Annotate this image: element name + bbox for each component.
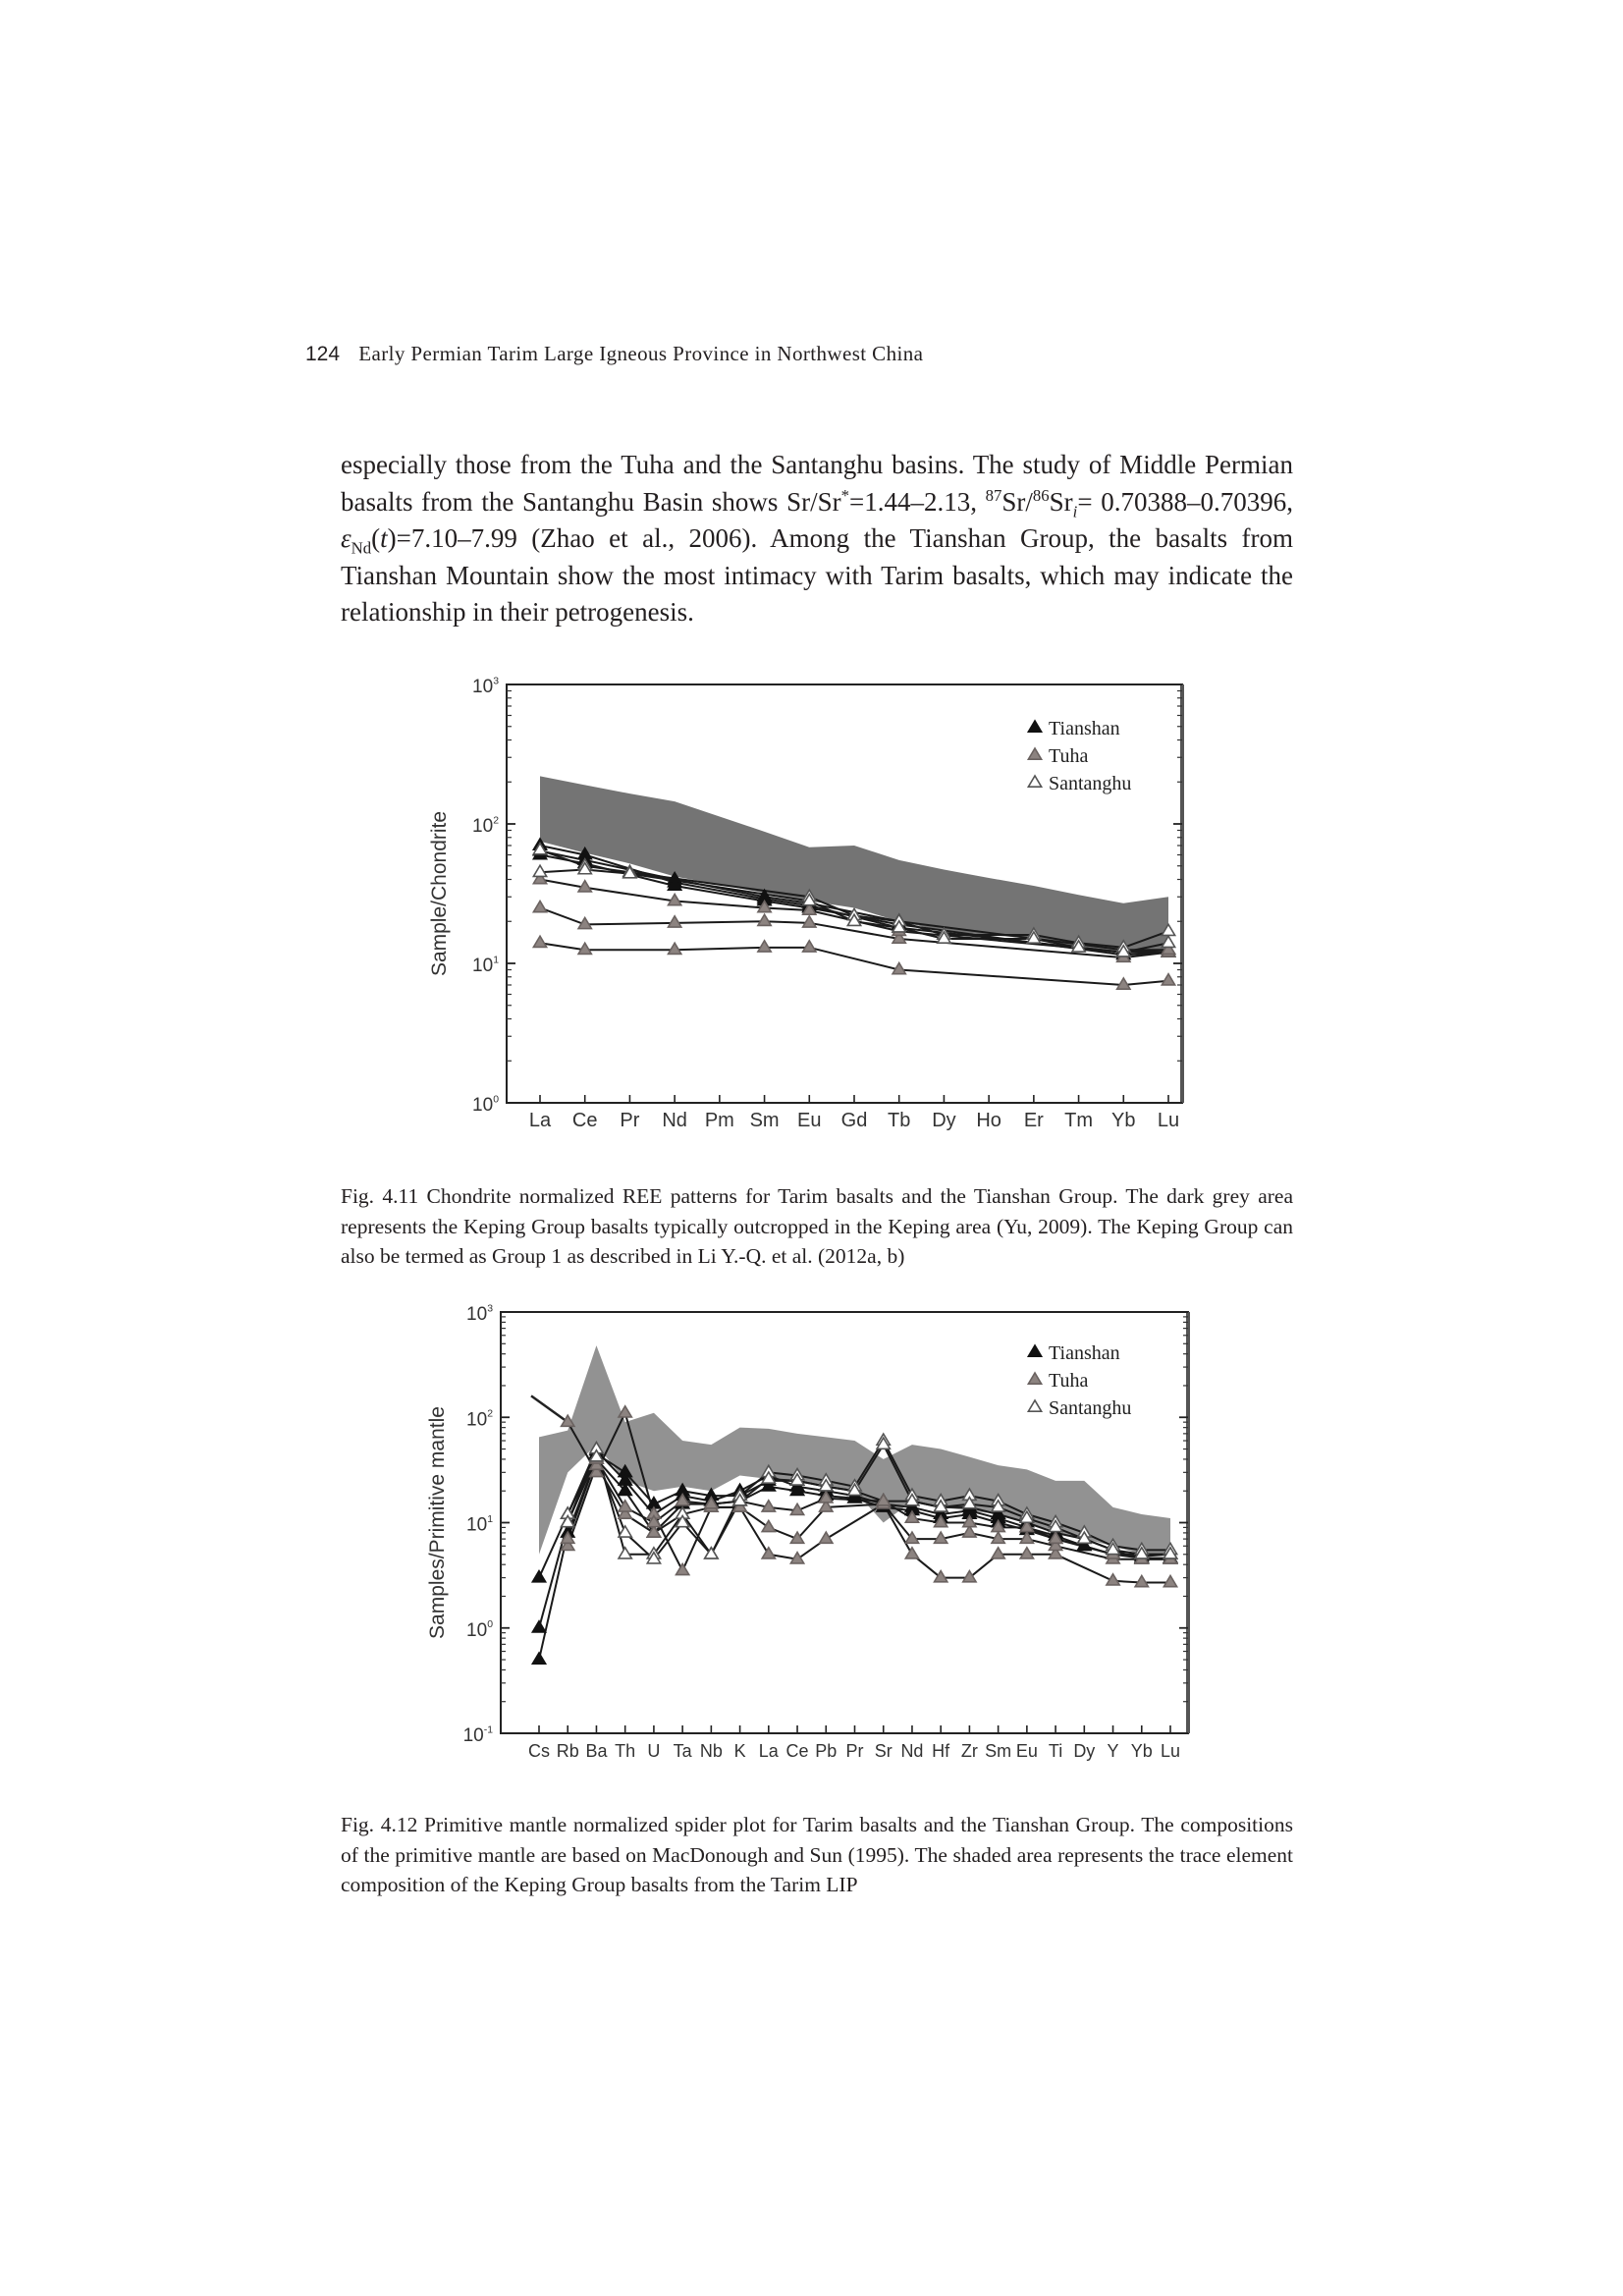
running-title: Early Permian Tarim Large Igneous Province in Northwest China [358,342,924,365]
y-tick-label: $10^3$ [472,676,499,697]
x-tick-label-nb: Nb [699,1741,723,1761]
x-tick-label-zr: Zr [960,1741,978,1761]
x-tick-label-er: Er [1023,1110,1044,1131]
epsilon-symbol: ε [341,523,352,553]
y-tick-label: $10^1$ [466,1513,493,1536]
figure-spider-chart [422,1302,1208,1783]
x-tick-label-ti: Ti [1048,1741,1063,1761]
legend-label-tuha: Tuha [1049,1370,1089,1392]
x-tick-label-pr: Pr [845,1741,864,1761]
legend-label-tuha: Tuha [1049,745,1089,767]
x-tick-label-lu: Lu [1160,1741,1181,1761]
x-tick-label-pm: Pm [704,1110,734,1131]
y-tick-label: $10^1$ [472,955,499,976]
legend-label-santanghu: Santanghu [1049,773,1132,794]
x-tick-label-pr: Pr [620,1110,640,1131]
x-tick-label-rb: Rb [556,1741,579,1761]
y-tick-label: $10^{-1}$ [462,1724,493,1746]
y-tick-label: $10^0$ [472,1094,499,1116]
x-tick-label-dy: Dy [932,1110,956,1131]
x-tick-label-ba: Ba [585,1741,608,1761]
y-tick-label: $10^3$ [466,1303,493,1325]
spider-chart-svg [422,1302,1208,1783]
x-tick-label-hf: Hf [932,1741,950,1761]
paragraph-text [341,447,1293,631]
x-tick-label-pb: Pb [815,1741,838,1761]
figure-ree-chart [422,676,1208,1137]
figure-caption-4-12: Fig. 4.12 Primitive mantle normalized spider plot for Tarim basalts and the Tianshan Group. The compositions of the primitive mantle are based on MacDonough and Sun (1995). The shaded area represents the trace element composition of the Keping Group basalts from the Tarim LIP [341,1813,1293,1896]
x-tick-label-tb: Tb [888,1110,911,1131]
page-number: 124 [305,343,341,365]
text-segment: = 0.70388–0.70396, [1077,486,1293,517]
x-tick-label-k: K [733,1741,746,1761]
body-paragraph [341,447,1293,631]
x-tick-label-dy: Dy [1073,1741,1096,1761]
x-tick-label-sm: Sm [749,1110,780,1131]
y-tick-label: $10^2$ [472,815,499,837]
x-tick-label-y: Y [1107,1741,1119,1761]
x-tick-label-sr: Sr [874,1741,893,1761]
x-tick-label-gd: Gd [840,1110,868,1131]
x-tick-label-th: Th [615,1741,636,1761]
legend-label-santanghu: Santanghu [1049,1397,1132,1419]
y-axis-label: Sample/Chondrite [428,810,451,977]
x-tick-label-nd: Nd [662,1110,687,1131]
x-tick-label-sm: Sm [985,1741,1012,1761]
superscript: 87 [985,485,1002,505]
legend-label-tianshan: Tianshan [1049,718,1120,739]
subscript: Nd [351,538,372,558]
legend-label-tianshan: Tianshan [1049,1342,1120,1364]
y-tick-label: $10^0$ [466,1619,493,1641]
x-tick-label-u: U [647,1741,661,1761]
y-tick-label: $10^2$ [466,1408,493,1431]
y-axis-label: Samples/Primitive mantle [426,1406,449,1639]
x-tick-label-la: La [758,1741,779,1761]
x-tick-label-la: La [528,1110,552,1131]
text-segment: )=7.10–7.99 (Zhao et al., 2006). Among the Tianshan Group, the basalts from Tianshan Mountain show the most intimacy with Tarim basalts, which may indicate the relationship in their petrogenesis. [341,523,1293,627]
ree-chart-svg [422,676,1208,1137]
x-tick-label-eu: Eu [1015,1741,1038,1761]
text-segment: ( [371,523,381,553]
x-tick-label-tm: Tm [1064,1110,1094,1131]
running-head [305,342,923,366]
x-tick-label-lu: Lu [1157,1110,1180,1131]
figure-caption-4-11: Fig. 4.11 Chondrite normalized REE patterns for Tarim basalts and the Tianshan Group. The dark grey area represents the Keping Group basalts typically outcropped in the Keping area (Yu, 2009). The Keping Group can also be termed as Group 1 as described in Li Y.-Q. et al. (2012a, b) [341,1184,1293,1268]
x-tick-label-cs: Cs [528,1741,550,1761]
x-tick-label-nd: Nd [900,1741,924,1761]
x-tick-label-eu: Eu [797,1110,822,1131]
x-tick-label-ta: Ta [673,1741,692,1761]
subscript: i [1072,501,1078,520]
italic-t: t [380,523,388,553]
x-tick-label-yb: Yb [1111,1110,1136,1131]
x-tick-label-ce: Ce [785,1741,809,1761]
text-segment: Sr [1049,486,1073,517]
text-segment: Sr/ [1001,486,1033,517]
x-tick-label-yb: Yb [1130,1741,1153,1761]
x-tick-label-ce: Ce [571,1110,598,1131]
superscript: 86 [1032,485,1050,505]
x-tick-label-ho: Ho [976,1110,1001,1131]
text-segment: especially those from the Tuha and the Santanghu basins. The study of Middle Permian basalts from the Santanghu Basin shows Sr/Sr [341,450,1293,517]
text-segment: =1.44–2.13, [848,486,986,517]
superscript: * [840,485,849,505]
